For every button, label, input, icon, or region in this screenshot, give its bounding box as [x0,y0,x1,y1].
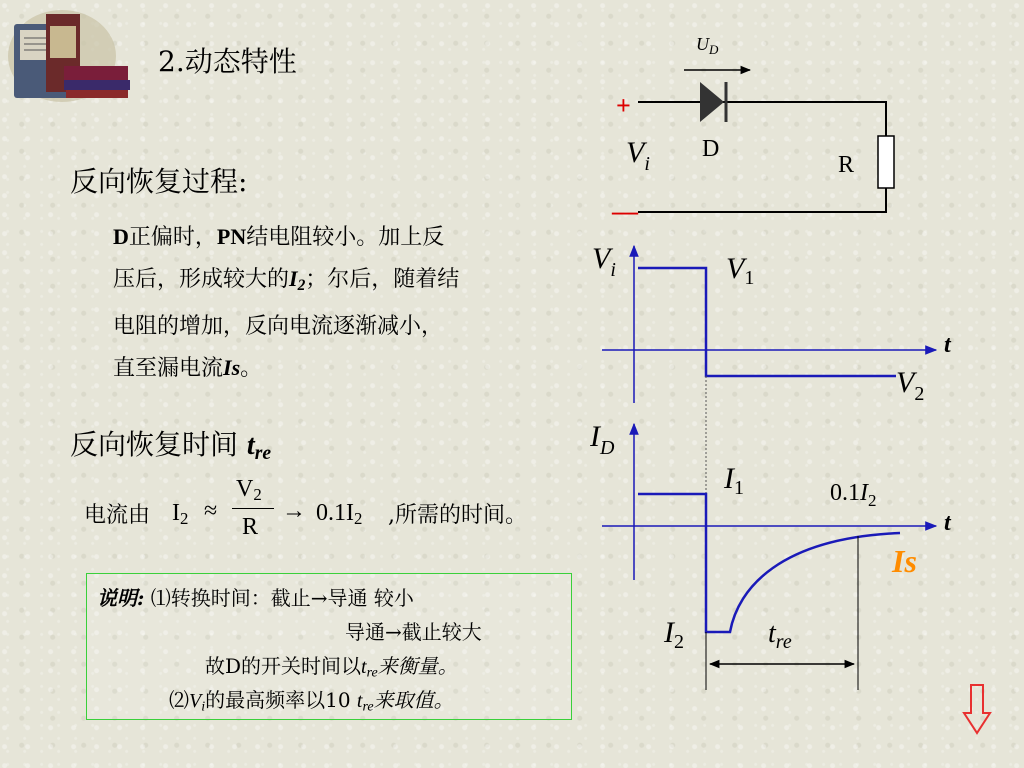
v2-label: $V_2$ [896,366,925,405]
books-logo [6,4,134,102]
diode-symbol [700,82,724,122]
circuit [611,34,894,226]
formula-suffix: ,所需的时间。 [388,503,527,528]
note-line-2: 导通→截止较大 [345,620,482,644]
vi-waveform [638,268,896,376]
note-line-1: 说明: ⑴转换时间：截止→导通 较小 [97,586,414,610]
id-t-label: t [944,510,951,536]
polarity-minus: — [612,197,638,226]
resistor-symbol [878,136,894,188]
para-line-1: D正偏时，PN结电阻较小。加上反 [113,224,445,250]
i1-label: $I_1$ [724,462,744,499]
para-line-2: 压后，形成较大的$I_2$；尔后，随着结 [113,266,460,294]
resistor-label: R [838,152,855,178]
note-line-4: $⑵V_i$的最高频率以10 $t_{re}$来取值。 [169,688,454,715]
down-arrow-icon[interactable] [962,683,992,735]
diode-figure [590,28,960,698]
formula-denominator: R [242,514,259,540]
ud-label: $U_D$ [696,34,719,57]
formula-numerator: $V_2$ [236,476,262,505]
circuit-wire-bottom [638,188,886,212]
recovery-time-formula [84,478,584,558]
section-heading-recovery-process: 反向恢复过程: [70,165,248,198]
para-line-4: 直至漏电流Is。 [113,354,263,381]
slide-title: 2.动态特性 [158,45,297,78]
formula-target: $0.1I_2$ [316,500,363,529]
v1-label: $V_1$ [726,252,755,289]
is-label: Is [892,543,917,579]
id-plot [590,420,952,690]
id-y-label: $I_D$ [590,420,615,459]
i2-label: $I_2$ [664,616,684,653]
para-line-3: 电阻的增加，反向电流逐渐减小， [113,313,444,339]
formula-prefix: 电流由 [84,503,151,528]
formula-fraction-bar [232,508,274,509]
section-heading-recovery-time: 反向恢复时间 $t_{re}$ [70,428,272,464]
diode-label: D [702,136,720,162]
vi-label: $V_i$ [626,136,650,175]
recovery-process-paragraph [113,216,573,389]
formula-arrow: → [282,498,306,524]
tre-label: $t_{re}$ [768,618,792,653]
note-line-3: 故D的开关时间以$t_{re}$来衡量。 [205,654,458,681]
polarity-plus: + [616,91,631,120]
id-waveform [638,494,900,632]
circuit-wire-top [638,102,886,136]
vi-plot [592,242,952,494]
vi-t-label: t [944,332,951,358]
formula-i2: $I_2$ [172,500,189,529]
formula-approx: ≈ [204,498,218,524]
level-label: $0.1I_2$ [830,480,877,510]
vi-y-label: $V_i$ [592,242,616,281]
note-box [86,573,572,720]
